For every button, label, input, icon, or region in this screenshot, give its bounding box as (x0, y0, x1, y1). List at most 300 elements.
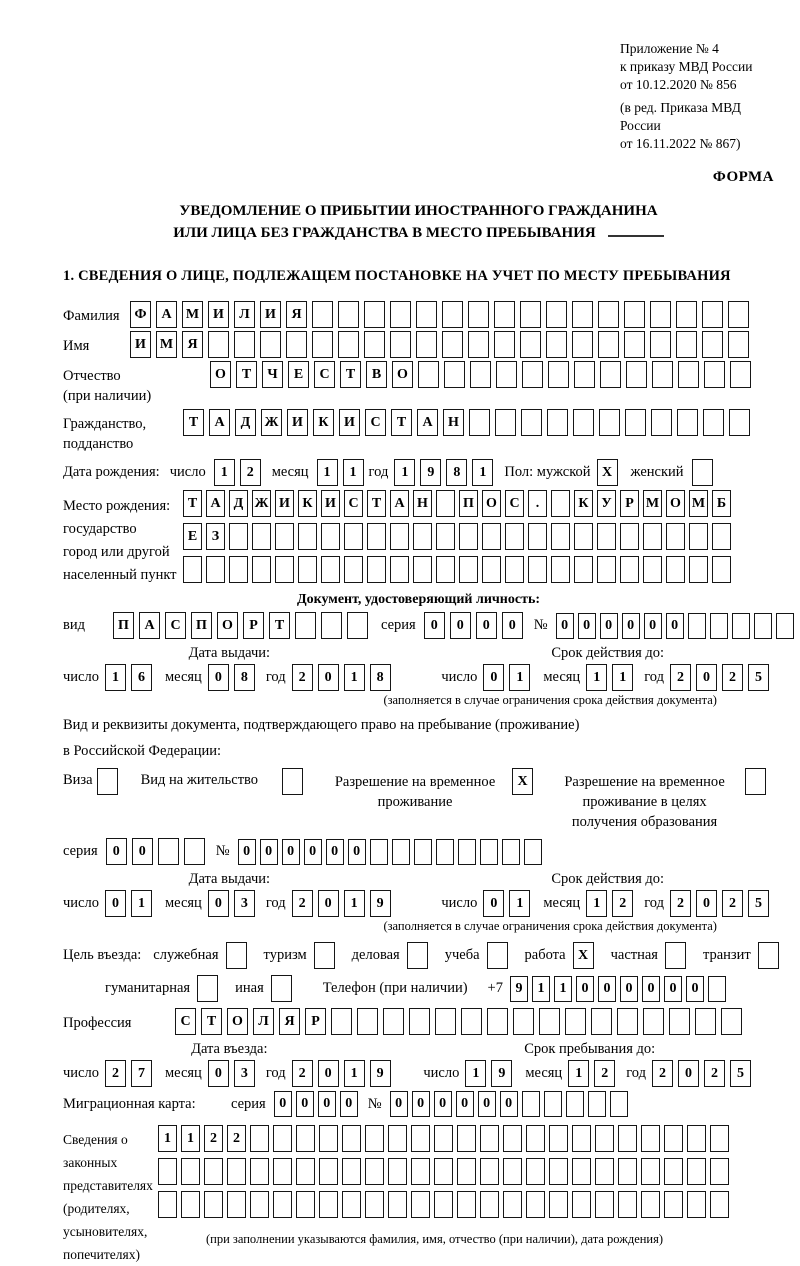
char-cell[interactable] (610, 1091, 628, 1117)
char-cell[interactable] (574, 556, 593, 583)
char-cell[interactable]: И (321, 490, 340, 517)
char-cell[interactable] (620, 523, 639, 550)
char-cell[interactable]: И (287, 409, 308, 436)
char-cell[interactable]: П (459, 490, 478, 517)
char-cell[interactable]: Ч (262, 361, 283, 388)
char-cell[interactable]: Е (183, 523, 202, 550)
char-cell[interactable]: 0 (318, 664, 339, 691)
char-cell[interactable]: 0 (348, 839, 366, 865)
char-cell[interactable] (595, 1158, 614, 1185)
char-cell[interactable] (544, 1091, 562, 1117)
char-cell[interactable]: 0 (424, 612, 445, 639)
char-cell[interactable]: 0 (483, 664, 504, 691)
char-cell[interactable]: М (182, 301, 203, 328)
char-cell[interactable] (275, 523, 294, 550)
char-cell[interactable] (390, 301, 411, 328)
char-cell[interactable]: 2 (292, 664, 313, 691)
char-cell[interactable]: М (156, 331, 177, 358)
char-cell[interactable] (409, 1008, 430, 1035)
char-cell[interactable]: 0 (260, 839, 278, 865)
char-cell[interactable] (480, 1125, 499, 1152)
char-cell[interactable] (620, 556, 639, 583)
char-cell[interactable] (526, 1125, 545, 1152)
char-cell[interactable] (503, 1125, 522, 1152)
char-cell[interactable]: 0 (318, 1060, 339, 1087)
char-cell[interactable] (572, 1125, 591, 1152)
char-cell[interactable] (599, 409, 620, 436)
char-cell[interactable] (526, 1158, 545, 1185)
char-cell[interactable]: 2 (292, 1060, 313, 1087)
char-cell[interactable] (158, 1191, 177, 1218)
char-cell[interactable]: Т (340, 361, 361, 388)
char-cell[interactable] (392, 839, 410, 865)
char-cell[interactable]: Д (229, 490, 248, 517)
char-cell[interactable] (367, 556, 386, 583)
char-cell[interactable] (206, 556, 225, 583)
char-cell[interactable] (357, 1008, 378, 1035)
char-cell[interactable] (728, 331, 749, 358)
char-cell[interactable]: 2 (722, 664, 743, 691)
char-cell[interactable] (227, 1191, 246, 1218)
char-cell[interactable] (208, 331, 229, 358)
char-cell[interactable] (469, 409, 490, 436)
char-cell[interactable] (591, 1008, 612, 1035)
char-cell[interactable] (710, 1158, 729, 1185)
char-cell[interactable] (669, 1008, 690, 1035)
char-cell[interactable] (597, 556, 616, 583)
char-cell[interactable] (312, 301, 333, 328)
char-cell[interactable] (643, 1008, 664, 1035)
char-cell[interactable]: . (528, 490, 547, 517)
char-cell[interactable]: С (314, 361, 335, 388)
char-cell[interactable] (365, 1191, 384, 1218)
char-cell[interactable] (250, 1191, 269, 1218)
char-cell[interactable] (487, 1008, 508, 1035)
char-cell[interactable] (624, 331, 645, 358)
char-cell[interactable] (365, 1125, 384, 1152)
char-cell[interactable]: 1 (586, 664, 607, 691)
char-cell[interactable] (528, 556, 547, 583)
char-cell[interactable] (505, 556, 524, 583)
char-cell[interactable] (652, 361, 673, 388)
char-cell[interactable] (688, 613, 706, 639)
char-cell[interactable]: Н (413, 490, 432, 517)
char-cell[interactable] (459, 556, 478, 583)
char-cell[interactable]: 0 (434, 1091, 452, 1117)
char-cell[interactable] (598, 331, 619, 358)
char-cell[interactable] (367, 523, 386, 550)
char-cell[interactable]: 1 (214, 459, 235, 486)
char-cell[interactable]: 0 (340, 1091, 358, 1117)
char-cell[interactable]: 0 (450, 612, 471, 639)
char-cell[interactable] (758, 942, 779, 969)
char-cell[interactable] (273, 1158, 292, 1185)
char-cell[interactable] (503, 1158, 522, 1185)
char-cell[interactable] (413, 523, 432, 550)
char-cell[interactable] (678, 361, 699, 388)
char-cell[interactable] (444, 361, 465, 388)
char-cell[interactable] (495, 409, 516, 436)
char-cell[interactable]: 2 (204, 1125, 223, 1152)
char-cell[interactable] (565, 1008, 586, 1035)
char-cell[interactable] (197, 975, 218, 1002)
char-cell[interactable] (618, 1191, 637, 1218)
char-cell[interactable] (364, 301, 385, 328)
char-cell[interactable]: 7 (131, 1060, 152, 1087)
char-cell[interactable] (513, 1008, 534, 1035)
char-cell[interactable] (344, 523, 363, 550)
char-cell[interactable] (729, 409, 750, 436)
char-cell[interactable] (457, 1158, 476, 1185)
char-cell[interactable]: Р (305, 1008, 326, 1035)
char-cell[interactable] (710, 1191, 729, 1218)
char-cell[interactable] (712, 523, 731, 550)
char-cell[interactable] (252, 556, 271, 583)
char-cell[interactable]: Т (236, 361, 257, 388)
char-cell[interactable] (480, 839, 498, 865)
char-cell[interactable] (522, 361, 543, 388)
char-cell[interactable] (319, 1158, 338, 1185)
char-cell[interactable]: Т (183, 409, 204, 436)
char-cell[interactable] (597, 523, 616, 550)
char-cell[interactable]: 1 (465, 1060, 486, 1087)
char-cell[interactable]: 1 (509, 664, 530, 691)
char-cell[interactable] (572, 1191, 591, 1218)
char-cell[interactable] (676, 301, 697, 328)
char-cell[interactable] (470, 361, 491, 388)
char-cell[interactable]: С (175, 1008, 196, 1035)
char-cell[interactable] (692, 459, 713, 486)
char-cell[interactable] (296, 1158, 315, 1185)
char-cell[interactable] (321, 556, 340, 583)
char-cell[interactable]: О (482, 490, 501, 517)
char-cell[interactable]: П (191, 612, 212, 639)
char-cell[interactable] (641, 1158, 660, 1185)
char-cell[interactable]: 9 (370, 890, 391, 917)
char-cell[interactable] (641, 1191, 660, 1218)
char-cell[interactable]: 0 (500, 1091, 518, 1117)
char-cell[interactable] (754, 613, 772, 639)
char-cell[interactable] (298, 523, 317, 550)
char-cell[interactable]: 1 (509, 890, 530, 917)
char-cell[interactable] (416, 301, 437, 328)
char-cell[interactable]: Т (391, 409, 412, 436)
char-cell[interactable]: 0 (576, 976, 594, 1002)
char-cell[interactable] (457, 1125, 476, 1152)
char-cell[interactable] (407, 942, 428, 969)
char-cell[interactable] (643, 523, 662, 550)
char-cell[interactable]: Л (234, 301, 255, 328)
char-cell[interactable]: М (643, 490, 662, 517)
char-cell[interactable] (566, 1091, 584, 1117)
char-cell[interactable] (546, 301, 567, 328)
char-cell[interactable] (342, 1125, 361, 1152)
char-cell[interactable]: В (366, 361, 387, 388)
char-cell[interactable] (97, 768, 118, 795)
char-cell[interactable] (286, 331, 307, 358)
char-cell[interactable] (572, 1158, 591, 1185)
char-cell[interactable]: 0 (620, 976, 638, 1002)
char-cell[interactable] (572, 331, 593, 358)
char-cell[interactable]: 8 (446, 459, 467, 486)
char-cell[interactable]: 0 (296, 1091, 314, 1117)
char-cell[interactable]: О (210, 361, 231, 388)
char-cell[interactable] (312, 331, 333, 358)
char-cell[interactable]: С (505, 490, 524, 517)
char-cell[interactable]: 0 (412, 1091, 430, 1117)
char-cell[interactable] (435, 1008, 456, 1035)
char-cell[interactable] (411, 1125, 430, 1152)
char-cell[interactable] (549, 1158, 568, 1185)
char-cell[interactable] (480, 1158, 499, 1185)
char-cell[interactable]: 0 (208, 664, 229, 691)
char-cell[interactable]: 3 (234, 890, 255, 917)
char-cell[interactable] (457, 1191, 476, 1218)
char-cell[interactable]: А (209, 409, 230, 436)
char-cell[interactable]: Я (286, 301, 307, 328)
char-cell[interactable]: 0 (476, 612, 497, 639)
char-cell[interactable] (520, 301, 541, 328)
char-cell[interactable] (728, 301, 749, 328)
char-cell[interactable]: 1 (344, 664, 365, 691)
char-cell[interactable] (643, 556, 662, 583)
char-cell[interactable] (418, 361, 439, 388)
char-cell[interactable] (338, 331, 359, 358)
char-cell[interactable] (641, 1125, 660, 1152)
char-cell[interactable]: Т (269, 612, 290, 639)
char-cell[interactable] (651, 409, 672, 436)
char-cell[interactable] (364, 331, 385, 358)
char-cell[interactable] (496, 361, 517, 388)
char-cell[interactable] (551, 556, 570, 583)
char-cell[interactable] (618, 1125, 637, 1152)
char-cell[interactable]: Т (201, 1008, 222, 1035)
char-cell[interactable] (319, 1125, 338, 1152)
char-cell[interactable]: 0 (696, 664, 717, 691)
char-cell[interactable]: Т (367, 490, 386, 517)
char-cell[interactable]: 0 (106, 838, 127, 865)
char-cell[interactable]: 1 (181, 1125, 200, 1152)
char-cell[interactable] (494, 301, 515, 328)
char-cell[interactable] (626, 361, 647, 388)
char-cell[interactable]: 0 (105, 890, 126, 917)
char-cell[interactable] (704, 361, 725, 388)
char-cell[interactable]: Л (253, 1008, 274, 1035)
char-cell[interactable]: 2 (292, 890, 313, 917)
char-cell[interactable] (522, 1091, 540, 1117)
char-cell[interactable]: И (208, 301, 229, 328)
char-cell[interactable] (459, 523, 478, 550)
char-cell[interactable]: 0 (502, 612, 523, 639)
char-cell[interactable] (665, 942, 686, 969)
char-cell[interactable] (184, 838, 205, 865)
char-cell[interactable]: 5 (748, 890, 769, 917)
char-cell[interactable] (342, 1191, 361, 1218)
char-cell[interactable] (676, 331, 697, 358)
char-cell[interactable] (319, 1191, 338, 1218)
char-cell[interactable]: 1 (394, 459, 415, 486)
char-cell[interactable] (273, 1125, 292, 1152)
char-cell[interactable]: П (113, 612, 134, 639)
char-cell[interactable]: 0 (238, 839, 256, 865)
char-cell[interactable] (260, 331, 281, 358)
char-cell[interactable]: 0 (390, 1091, 408, 1117)
char-cell[interactable] (442, 331, 463, 358)
char-cell[interactable] (664, 1158, 683, 1185)
char-cell[interactable] (275, 556, 294, 583)
char-cell[interactable] (710, 1125, 729, 1152)
char-cell[interactable] (595, 1125, 614, 1152)
char-cell[interactable]: Д (235, 409, 256, 436)
char-cell[interactable]: Б (712, 490, 731, 517)
char-cell[interactable]: 9 (420, 459, 441, 486)
char-cell[interactable]: Ф (130, 301, 151, 328)
char-cell[interactable] (416, 331, 437, 358)
char-cell[interactable] (434, 1125, 453, 1152)
char-cell[interactable] (625, 409, 646, 436)
char-cell[interactable]: 5 (730, 1060, 751, 1087)
char-cell[interactable]: 8 (370, 664, 391, 691)
char-cell[interactable]: 1 (105, 664, 126, 691)
char-cell[interactable] (436, 523, 455, 550)
char-cell[interactable] (482, 523, 501, 550)
char-cell[interactable] (745, 768, 766, 795)
char-cell[interactable] (321, 523, 340, 550)
char-cell[interactable] (721, 1008, 742, 1035)
char-cell[interactable]: Е (288, 361, 309, 388)
char-cell[interactable]: М (689, 490, 708, 517)
char-cell[interactable]: Я (182, 331, 203, 358)
char-cell[interactable]: 1 (131, 890, 152, 917)
char-cell[interactable] (282, 768, 303, 795)
char-cell[interactable]: О (392, 361, 413, 388)
char-cell[interactable] (252, 523, 271, 550)
char-cell[interactable]: К (298, 490, 317, 517)
char-cell[interactable]: А (390, 490, 409, 517)
char-cell[interactable]: 2 (704, 1060, 725, 1087)
char-cell[interactable] (687, 1125, 706, 1152)
char-cell[interactable] (250, 1158, 269, 1185)
char-cell[interactable] (548, 361, 569, 388)
char-cell[interactable] (298, 556, 317, 583)
char-cell[interactable]: А (156, 301, 177, 328)
char-cell[interactable] (388, 1191, 407, 1218)
char-cell[interactable]: Р (620, 490, 639, 517)
char-cell[interactable] (295, 612, 316, 639)
char-cell[interactable]: 2 (722, 890, 743, 917)
char-cell[interactable] (666, 523, 685, 550)
char-cell[interactable]: 0 (556, 613, 574, 639)
char-cell[interactable]: И (275, 490, 294, 517)
char-cell[interactable] (505, 523, 524, 550)
char-cell[interactable]: 1 (344, 890, 365, 917)
char-cell[interactable]: 0 (644, 613, 662, 639)
char-cell[interactable] (181, 1158, 200, 1185)
char-cell[interactable]: 1 (612, 664, 633, 691)
char-cell[interactable]: X (512, 768, 533, 795)
char-cell[interactable] (588, 1091, 606, 1117)
char-cell[interactable] (388, 1158, 407, 1185)
char-cell[interactable] (528, 523, 547, 550)
char-cell[interactable] (712, 556, 731, 583)
char-cell[interactable]: 0 (622, 613, 640, 639)
char-cell[interactable] (436, 839, 454, 865)
char-cell[interactable] (689, 523, 708, 550)
char-cell[interactable] (204, 1158, 223, 1185)
char-cell[interactable]: О (666, 490, 685, 517)
char-cell[interactable] (710, 613, 728, 639)
char-cell[interactable] (664, 1191, 683, 1218)
char-cell[interactable]: 0 (132, 838, 153, 865)
char-cell[interactable]: О (227, 1008, 248, 1035)
char-cell[interactable] (666, 556, 685, 583)
char-cell[interactable]: 1 (568, 1060, 589, 1087)
char-cell[interactable] (502, 839, 520, 865)
char-cell[interactable]: 0 (456, 1091, 474, 1117)
char-cell[interactable] (573, 409, 594, 436)
char-cell[interactable] (442, 301, 463, 328)
char-cell[interactable] (390, 331, 411, 358)
char-cell[interactable] (436, 490, 455, 517)
char-cell[interactable]: 8 (234, 664, 255, 691)
char-cell[interactable]: 1 (472, 459, 493, 486)
char-cell[interactable] (598, 301, 619, 328)
char-cell[interactable]: 0 (696, 890, 717, 917)
char-cell[interactable] (344, 556, 363, 583)
char-cell[interactable]: И (339, 409, 360, 436)
char-cell[interactable]: 0 (282, 839, 300, 865)
char-cell[interactable] (574, 361, 595, 388)
char-cell[interactable] (650, 331, 671, 358)
char-cell[interactable] (551, 523, 570, 550)
char-cell[interactable]: К (313, 409, 334, 436)
char-cell[interactable] (411, 1158, 430, 1185)
char-cell[interactable]: 0 (483, 890, 504, 917)
char-cell[interactable] (730, 361, 751, 388)
char-cell[interactable]: 9 (491, 1060, 512, 1087)
char-cell[interactable]: 2 (652, 1060, 673, 1087)
char-cell[interactable]: С (344, 490, 363, 517)
char-cell[interactable] (271, 975, 292, 1002)
char-cell[interactable]: Р (243, 612, 264, 639)
char-cell[interactable] (526, 1191, 545, 1218)
char-cell[interactable] (520, 331, 541, 358)
char-cell[interactable]: 9 (510, 976, 528, 1002)
char-cell[interactable] (183, 556, 202, 583)
char-cell[interactable] (158, 1158, 177, 1185)
char-cell[interactable]: 0 (600, 613, 618, 639)
char-cell[interactable] (458, 839, 476, 865)
char-cell[interactable] (539, 1008, 560, 1035)
char-cell[interactable] (664, 1125, 683, 1152)
char-cell[interactable] (677, 409, 698, 436)
char-cell[interactable] (434, 1158, 453, 1185)
char-cell[interactable] (434, 1191, 453, 1218)
char-cell[interactable] (702, 301, 723, 328)
char-cell[interactable] (314, 942, 335, 969)
char-cell[interactable] (624, 301, 645, 328)
char-cell[interactable]: К (574, 490, 593, 517)
char-cell[interactable] (234, 331, 255, 358)
char-cell[interactable] (524, 839, 542, 865)
char-cell[interactable]: 2 (670, 664, 691, 691)
char-cell[interactable] (650, 301, 671, 328)
char-cell[interactable] (618, 1158, 637, 1185)
char-cell[interactable] (708, 976, 726, 1002)
char-cell[interactable]: 2 (594, 1060, 615, 1087)
char-cell[interactable] (370, 839, 388, 865)
char-cell[interactable] (503, 1191, 522, 1218)
